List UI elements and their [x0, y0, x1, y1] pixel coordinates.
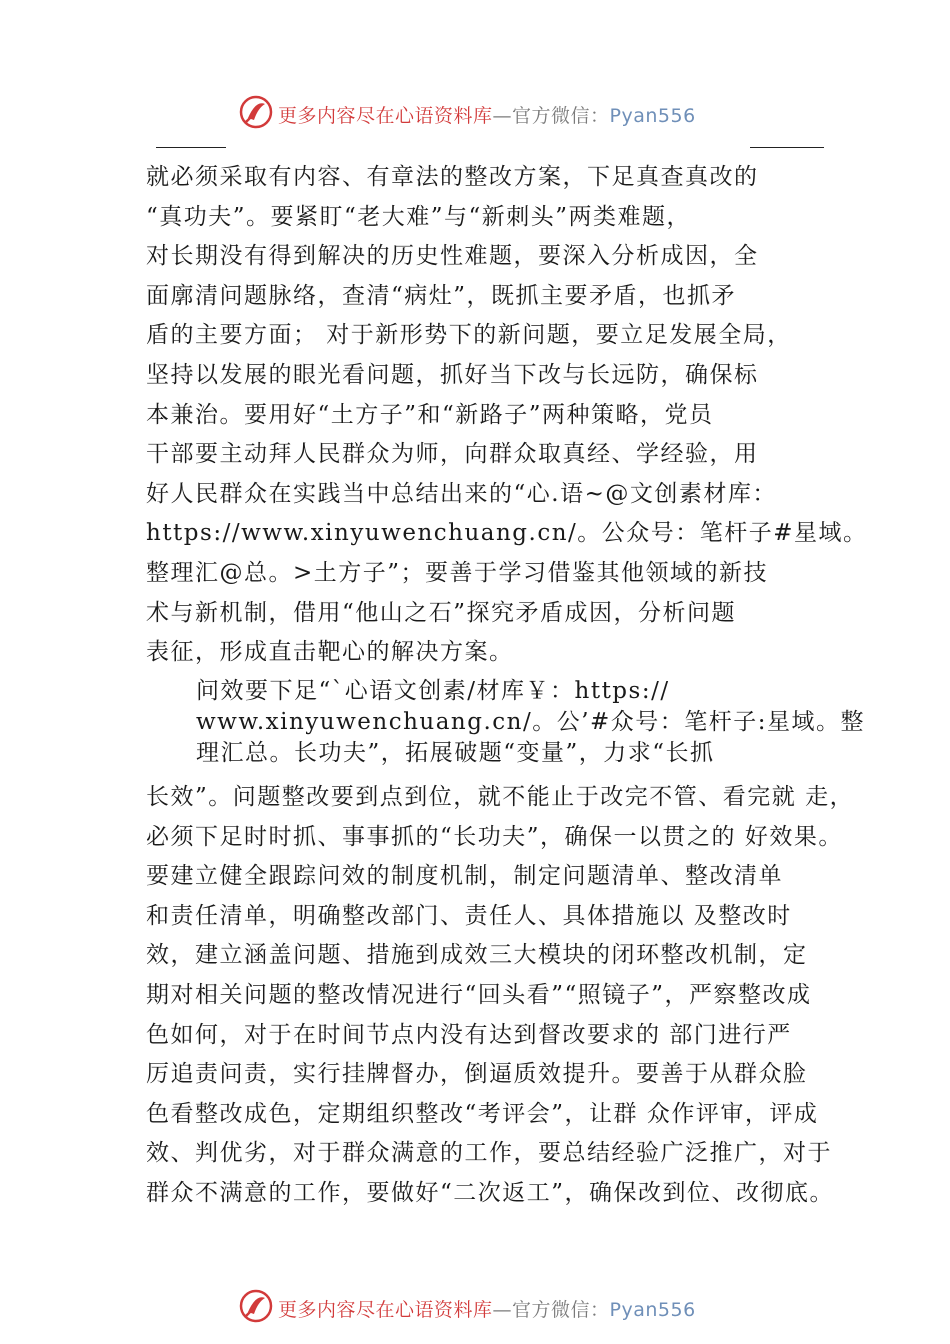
footer-separator: — — [492, 1299, 513, 1321]
paragraph-line: 理汇总。长功夫”，拓展破题“变量”，力求“长抓 — [196, 740, 715, 766]
header-official-text: 官方微信： — [512, 105, 610, 127]
footer-brand-text: 更多内容尽在心语资料库 — [278, 1299, 493, 1321]
paragraph-line: 盾的主要方面； 对于新形势下的新问题，要立足发展全局， — [146, 322, 792, 349]
paragraph-line: 效，建立涵盖问题、措施到成效三大模块的闭环整改机制，定 — [146, 942, 808, 969]
paragraph-line: 对长期没有得到解决的历史性难题，要深入分析成因，全 — [146, 243, 759, 270]
paragraph-line: “真功夫”。要紧盯“老大难”与“新刺头”两类难题， — [146, 203, 692, 230]
paragraph-3 — [146, 778, 854, 1214]
paragraph-line: 和责任清单，明确整改部门、责任人、具体措施以 及整改时 — [146, 902, 792, 929]
paragraph-line: 术与新机制，借用“他山之石”探究矛盾成因，分析问题 — [146, 599, 737, 626]
paragraph-line: 坚持以发展的眼光看问题，抓好当下改与长远防，确保标 — [146, 361, 759, 388]
footer-wechat-id: Pyan556 — [609, 1299, 696, 1321]
paragraph-line: 厉追责问责，实行挂牌督办，倒逼质效提升。要善于从群众脸 — [146, 1061, 808, 1088]
paragraph-line: 面廓清问题脉络，查清“病灶”，既抓主要矛盾，也抓矛 — [146, 282, 737, 309]
footer-banner-text — [278, 1295, 696, 1322]
paragraph-line: 问效要下足“`心语文创素/材库￥：https:// — [196, 678, 670, 704]
paragraph-line: 色看整改成色，定期组织整改“考评会”，让群 众作评审，评成 — [146, 1100, 819, 1127]
footer-official-text: 官方微信： — [512, 1299, 610, 1321]
paragraph-line: 好人民群众在实践当中总结出来的“心.语~@文创素材库： — [146, 480, 777, 507]
header-rule-left — [156, 147, 226, 148]
paragraph-line: 长效”。问题整改要到点到位，就不能止于改完不管、看完就 走， — [146, 784, 855, 810]
paragraph-line: 效、判优劣，对于群众满意的工作，要总结经验广泛推广，对于 — [146, 1140, 832, 1167]
header-wechat-id: Pyan556 — [609, 105, 696, 127]
header-brand-text: 更多内容尽在心语资料库 — [278, 105, 493, 127]
paragraph-line: 本兼治。要用好“土方子”和“新路子”两种策略，党员 — [146, 401, 714, 428]
brand-logo-icon — [238, 94, 274, 130]
paragraph-line: 就必须采取有内容、有章法的整改方案，下足真查真改的 — [146, 164, 759, 190]
paragraph-line: 干部要主动拜人民群众为师，向群众取真经、学经验，用 — [146, 441, 759, 468]
paragraph-line: 表征，形成直击靶心的解决方案。 — [146, 639, 514, 666]
paragraph-line: 群众不满意的工作，要做好“二次返工”，确保改到位、改彻底。 — [146, 1179, 835, 1206]
paragraph-line: 要建立健全跟踪问效的制度机制，制定问题清单、整改清单 — [146, 863, 783, 890]
footer-banner — [0, 1286, 950, 1330]
paragraph-line: 整理汇@总。>土方子”；要善于学习借鉴其他领域的新技 — [146, 559, 769, 586]
brand-logo-icon — [238, 1288, 274, 1324]
paragraph-line: 期对相关问题的整改情况进行“回头看”“照镜子”，严察整改成 — [146, 981, 812, 1008]
paragraph-line: 必须下足时时抓、事事抓的“长功夫”，确保一以贯之的 好效果。 — [146, 823, 843, 850]
paragraph-line: 色如何，对于在时间节点内没有达到督改要求的 部门进行严 — [146, 1021, 792, 1048]
paragraph-line: https://www.xinyuwenchuang.cn/。公众号：笔杆子#星域。 — [146, 520, 868, 547]
header-banner-text — [278, 101, 696, 128]
header-separator: — — [492, 105, 513, 127]
paragraph-line: www.xinyuwenchuang.cn/。公’#众号：笔杆子:星域。整 — [196, 709, 866, 735]
paragraph-2 — [196, 676, 865, 769]
header-banner — [0, 92, 950, 136]
paragraph-1 — [146, 158, 868, 673]
header-rule-right — [750, 147, 824, 148]
